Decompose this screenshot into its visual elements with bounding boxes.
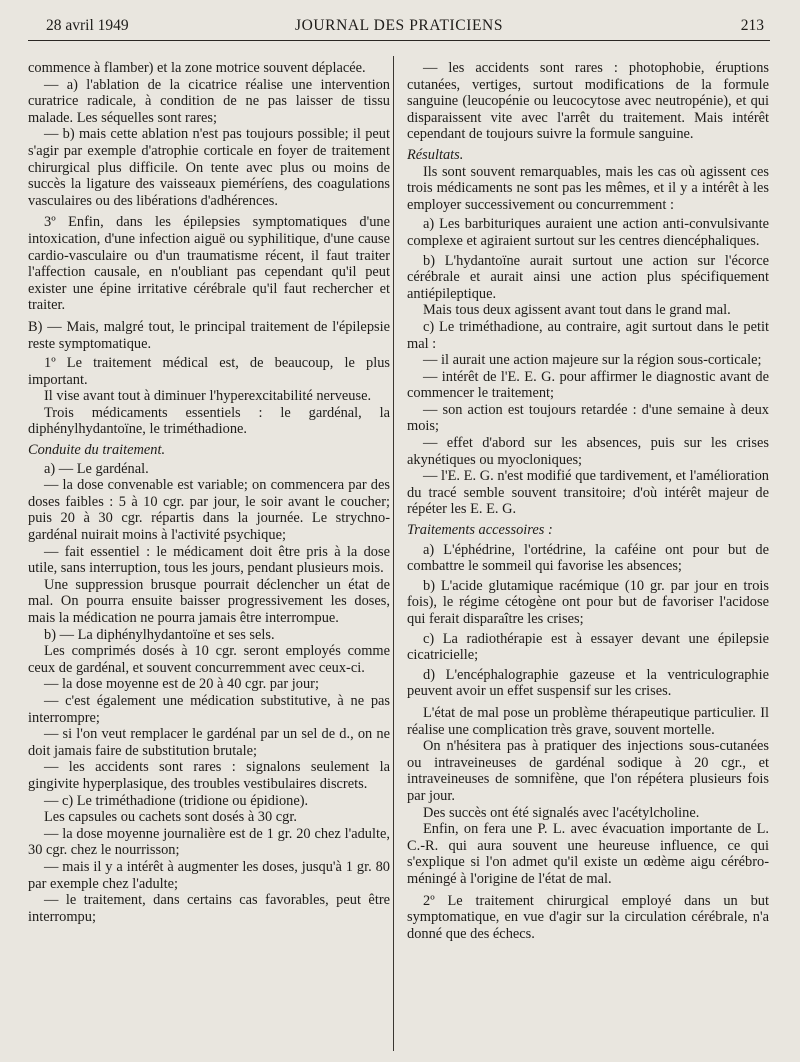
paragraph: — fait essentiel : le médicament doit être pris à la dose utile, sans interruption, tous les jours, pendant plusieurs mois. xyxy=(28,543,390,577)
issue-date: 28 avril 1949 xyxy=(46,17,129,34)
paragraph: — effet d'abord sur les absences, puis sur les crises akynétiques ou myocloniques; xyxy=(407,435,769,468)
paragraph: — la dose moyenne journalière est de 1 gr. 20 chez l'adulte, 30 cgr. chez le nourrisson; xyxy=(28,825,390,859)
paragraph: Trois médicaments essentiels : le gardénal, la diphénylhydantoïne, le triméthadione. xyxy=(28,404,390,438)
paragraph: — les accidents sont rares : photophobie, éruptions cutanées, vertiges, surtout modifications de la formule sanguine (leucopénie ou leucocytose avec neutropénie), et qui disparaissent vite avec l'arrêt du traitement. Mais intérêt cependant de toujours suivre la formule sanguine. xyxy=(407,60,769,143)
running-header xyxy=(28,14,770,41)
paragraph: Traitements accessoires : xyxy=(407,522,553,539)
paragraph: 2º Le traitement chirurgical employé dans un but symptomatique, en vue d'agir sur la circulation cérébrale, n'a donné que des échecs. xyxy=(407,892,769,942)
paragraph: — la dose convenable est variable; on commencera par des doses faibles : 5 à 10 cgr. par jour, le soir avant le coucher; puis 20 à 30 cgr. répartis dans la journée. Le strychno-gardénal nuirait moins à l'activité psychique; xyxy=(28,477,390,544)
paragraph: a) — Le gardénal. xyxy=(44,460,149,477)
paragraph: — mais il y a intérêt à augmenter les doses, jusqu'à 1 gr. 80 par exemple chez l'adulte; xyxy=(28,858,390,892)
paragraph: b) — La diphénylhydantoïne et ses sels. xyxy=(44,626,275,643)
paragraph: — c) Le triméthadione (tridione ou épidione). xyxy=(44,792,309,809)
journal-title: JOURNAL DES PRATICIENS xyxy=(294,17,504,34)
paragraph: Mais tous deux agissent avant tout dans le grand mal. xyxy=(423,302,731,319)
paragraph: d) L'encéphalographie gazeuse et la ventriculographie peuvent avoir un effet suspensif sur les crises. xyxy=(407,666,769,700)
paragraph: — si l'on veut remplacer le gardénal par un sel de d., on ne doit jamais faire de substitution brutale; xyxy=(28,726,390,759)
paragraph: 3º Enfin, dans les épilepsies symptomatiques d'une intoxication, d'une infection aiguë ou syphilitique, d'une cause cardio-vasculaire ou d'un traumatisme récent, il faut traiter l'affection causale, en n'oubliant pas cependant qu'il peut exister une épine irritative cérébrale qu'il faut rechercher et traiter. xyxy=(28,214,390,314)
paragraph: On n'hésitera pas à pratiquer des injections sous-cutanées ou intraveineuses de gardénal sodique à 20 cgr., et intraveineuses de somnifène, que l'on répétera plusieurs fois par jour. xyxy=(407,738,769,804)
paragraph: c) La radiothérapie est à essayer devant une épilepsie cicatricielle; xyxy=(407,630,769,664)
paragraph: — la dose moyenne est de 20 à 40 cgr. par jour; xyxy=(44,676,319,693)
paragraph: b) L'hydantoïne aurait surtout une action sur l'écorce cérébrale et aurait ainsi une action plus spécifiquement antiépileptique. xyxy=(407,252,769,302)
paragraph: — l'E. E. G. n'est modifié que tardivement, et l'amélioration du tracé semble souvent transitoire; d'où intérêt majeur de répéter les E. E. G. xyxy=(407,468,769,518)
paragraph: commence à flamber) et la zone motrice souvent déplacée. xyxy=(28,60,366,76)
paragraph: Une suppression brusque pourrait déclencher un état de mal. On pourra ensuite baisser progressivement les doses, mais la médication ne pourra jamais être interrompue. xyxy=(28,576,390,626)
paragraph: — b) mais cette ablation n'est pas toujours possible; il peut s'agir par exemple d'atrophie corticale en foyer de traitement chirurgical plus difficile. On tente avec plus ou moins de succès la ligature des vaisseaux pieméríens, des coagulations vasculaires ou des libérations d'adhérences. xyxy=(28,126,390,209)
paragraph: a) Les barbituriques auraient une action anti-convulsivante complexe et agiraient surtout sur les centres diencéphaliques. xyxy=(407,216,769,249)
paragraph: Ils sont souvent remarquables, mais les cas où agissent ces trois médicaments ne sont pas les mêmes, et il y a intérêt à les employer successivement ou concurremment : xyxy=(407,163,769,213)
paragraph: Les comprimés dosés à 10 cgr. seront employés comme ceux de gardénal, et souvent concurremment avec ceux-ci. xyxy=(28,643,390,676)
column-divider xyxy=(393,56,394,1051)
paragraph: — il aurait une action majeure sur la région sous-corticale; xyxy=(423,352,762,369)
paragraph: b) L'acide glutamique racémique (10 gr. par jour en trois fois), le régime cétogène ont pour but de favoriser l'acidose qui ferait disparaître les crises; xyxy=(407,577,769,627)
left-column xyxy=(28,60,390,1050)
paragraph: B) — Mais, malgré tout, le principal traitement de l'épilepsie reste symptomatique. xyxy=(28,318,390,352)
paragraph: Résultats. xyxy=(407,146,464,163)
paragraph: — a) l'ablation de la cicatrice réalise une intervention curatrice radicale, à condition de ne pas laisser de tissu malade. Les séquelles sont rares; xyxy=(28,76,390,126)
paragraph: L'état de mal pose un problème thérapeutique particulier. Il réalise une complication très grave, souvent mortelle. xyxy=(407,704,769,738)
paragraph: Il vise avant tout à diminuer l'hyperexcitabilité nerveuse. xyxy=(44,388,372,405)
paragraph: 1º Le traitement médical est, de beaucoup, le plus important. xyxy=(28,355,390,388)
paragraph: — les accidents sont rares : signalons seulement la gingivite hyperplasique, des troubles vestibulaires discrets. xyxy=(28,759,390,792)
paragraph: — le traitement, dans certains cas favorables, peut être interrompu; xyxy=(28,892,390,925)
paragraph: Enfin, on fera une P. L. avec évacuation importante de L. C.-R. qui aura souvent une heureuse influence, ce qui s'explique si l'on admet qu'il existe un œdème aigu cérébro-méningé à l'origine de l'état de mal. xyxy=(407,821,769,887)
paragraph: c) Le triméthadione, au contraire, agit surtout dans le petit mal : xyxy=(407,318,769,352)
paragraph: Des succès ont été signalés avec l'acétylcholine. xyxy=(423,804,700,821)
paragraph: — son action est toujours retardée : d'une semaine à deux mois; xyxy=(407,401,769,435)
paragraph: Conduite du traitement. xyxy=(28,442,166,459)
paragraph: Les capsules ou cachets sont dosés à 30 cgr. xyxy=(44,809,297,826)
right-column xyxy=(407,60,769,1050)
paragraph: — intérêt de l'E. E. G. pour affirmer le diagnostic avant de commencer le traitement; xyxy=(407,368,769,402)
paragraph: a) L'éphédrine, l'ortédrine, la caféine ont pour but de combattre le sommeil qui favorise les absences; xyxy=(407,541,769,575)
page-number: 213 xyxy=(740,17,764,34)
paragraph: — c'est également une médication substitutive, à ne pas interrompre; xyxy=(28,692,390,726)
